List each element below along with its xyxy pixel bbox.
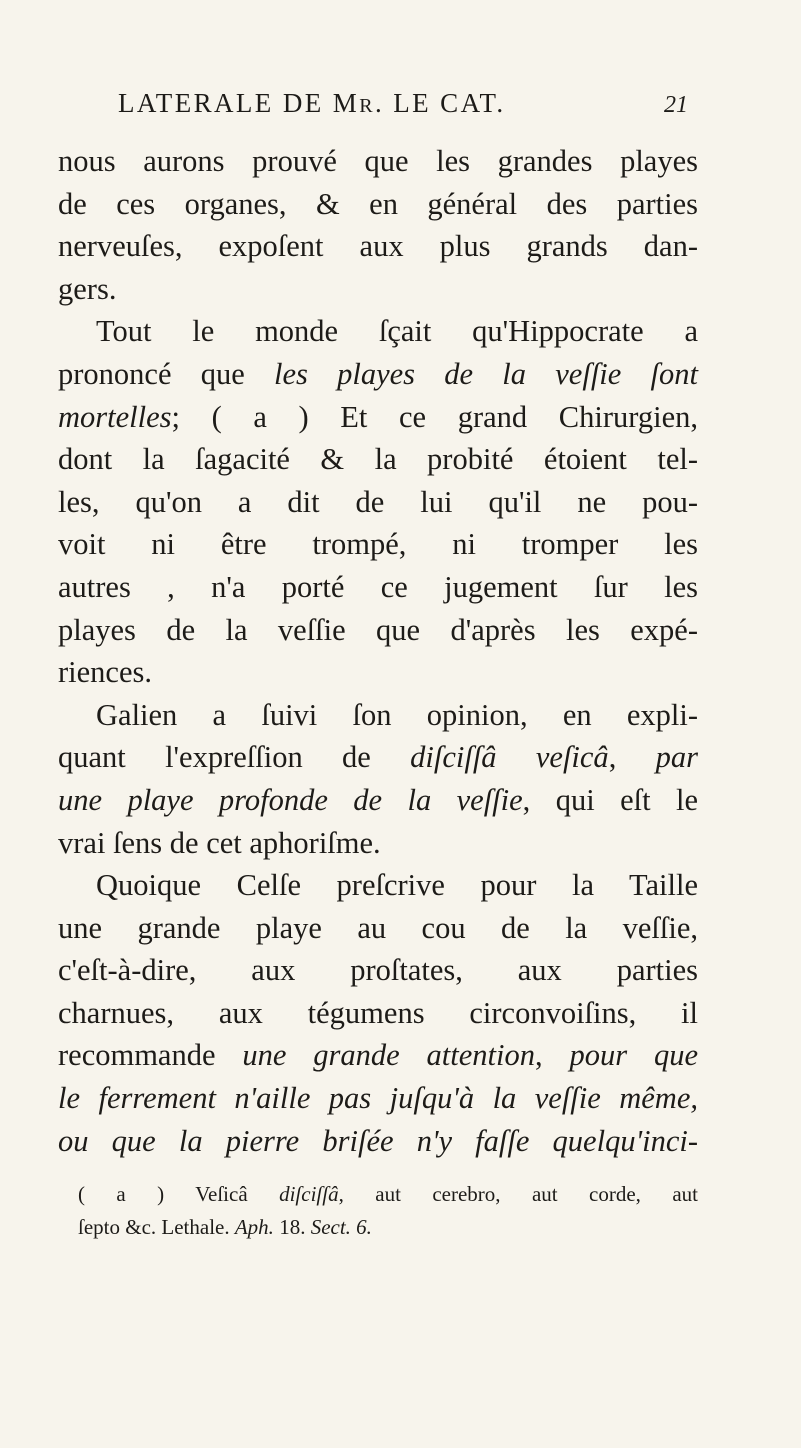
text-run: ( a ) Veſicâ bbox=[78, 1182, 280, 1206]
italic-run: Aph. bbox=[234, 1215, 274, 1239]
text-line: c'eſt-à-dire, aux proſtates, aux parties bbox=[58, 953, 698, 988]
text-run: ; ( a ) Et ce grand Chirurgien, bbox=[171, 399, 698, 434]
running-title bbox=[118, 88, 506, 119]
text-line: charnues, aux tégumens circonvoiſins, il bbox=[58, 995, 698, 1030]
running-title-small-caps: R bbox=[359, 95, 375, 117]
text-line: Galien a ſuivi ſon opinion, en expli- bbox=[96, 697, 698, 732]
text-run: , qui eſt le bbox=[522, 782, 698, 817]
italic-run: par bbox=[655, 740, 699, 775]
text-line: Quoique Celſe preſcrive pour la Taille bbox=[96, 868, 698, 903]
italic-run: pour que bbox=[569, 1038, 698, 1073]
running-title-tail: . LE CAT. bbox=[374, 88, 506, 118]
text-line: Tout le monde ſçait qu'Hippocrate a bbox=[96, 314, 698, 349]
italic-run: Sect. 6. bbox=[310, 1215, 372, 1239]
italic-run: mortelles bbox=[58, 399, 172, 434]
footnote-line bbox=[78, 1178, 698, 1211]
italic-run: une grande attention bbox=[242, 1038, 535, 1073]
italic-run: ou que la pierre briſée n'y faſſe quelqu'inci- bbox=[58, 1123, 698, 1158]
text-run: ſepto &c. Lethale. bbox=[78, 1215, 235, 1239]
text-run: prononcé que bbox=[58, 356, 274, 391]
text-line: riences. bbox=[58, 655, 152, 690]
italic-run: diſciſſâ veſicâ bbox=[410, 740, 609, 775]
text-line bbox=[58, 1034, 698, 1077]
text-line: une grande playe au cou de la veſſie, bbox=[58, 910, 698, 945]
text-line bbox=[58, 396, 698, 439]
footnote bbox=[78, 1178, 698, 1244]
text-run: recommande bbox=[58, 1038, 243, 1073]
text-line bbox=[58, 1077, 698, 1120]
text-run: quant l'expreſſion de bbox=[58, 740, 411, 775]
italic-run: diſciſſâ bbox=[279, 1182, 339, 1206]
text-line: playes de la veſſie que d'après les expé- bbox=[58, 612, 698, 647]
text-run: 18. bbox=[273, 1215, 311, 1239]
italic-run: une playe profonde de la veſſie bbox=[58, 782, 523, 817]
body-text bbox=[58, 140, 698, 1162]
running-head bbox=[118, 88, 688, 119]
text-line: gers. bbox=[58, 271, 117, 306]
text-run: , bbox=[608, 740, 656, 775]
text-line bbox=[58, 779, 698, 822]
text-line bbox=[58, 1120, 698, 1163]
text-line: de ces organes, & en général des parties bbox=[58, 186, 698, 221]
text-line: nerveuſes, expoſent aux plus grands dan- bbox=[58, 229, 698, 264]
text-run: , aut cerebro, aut corde, aut bbox=[338, 1182, 698, 1206]
footnote-line bbox=[78, 1211, 698, 1244]
italic-run: les playes de la veſſie ſont bbox=[274, 356, 698, 391]
text-line bbox=[58, 736, 698, 779]
running-title-main: LATERALE DE M bbox=[118, 88, 360, 118]
page-number: 21 bbox=[664, 92, 688, 118]
text-run: , bbox=[534, 1038, 570, 1073]
text-line: dont la ſagacité & la probité étoient tel- bbox=[58, 442, 698, 477]
italic-run: le ferrement n'aille pas juſqu'à la veſſie même, bbox=[58, 1081, 698, 1116]
text-line: voit ni être trompé, ni tromper les bbox=[58, 527, 698, 562]
text-line: autres , n'a porté ce jugement ſur les bbox=[58, 569, 698, 604]
text-line: nous aurons prouvé que les grandes playes bbox=[58, 144, 698, 178]
text-line bbox=[58, 353, 698, 396]
text-line: vrai ſens de cet aphoriſme. bbox=[58, 825, 381, 860]
text-line: les, qu'on a dit de lui qu'il ne pou- bbox=[58, 484, 698, 519]
